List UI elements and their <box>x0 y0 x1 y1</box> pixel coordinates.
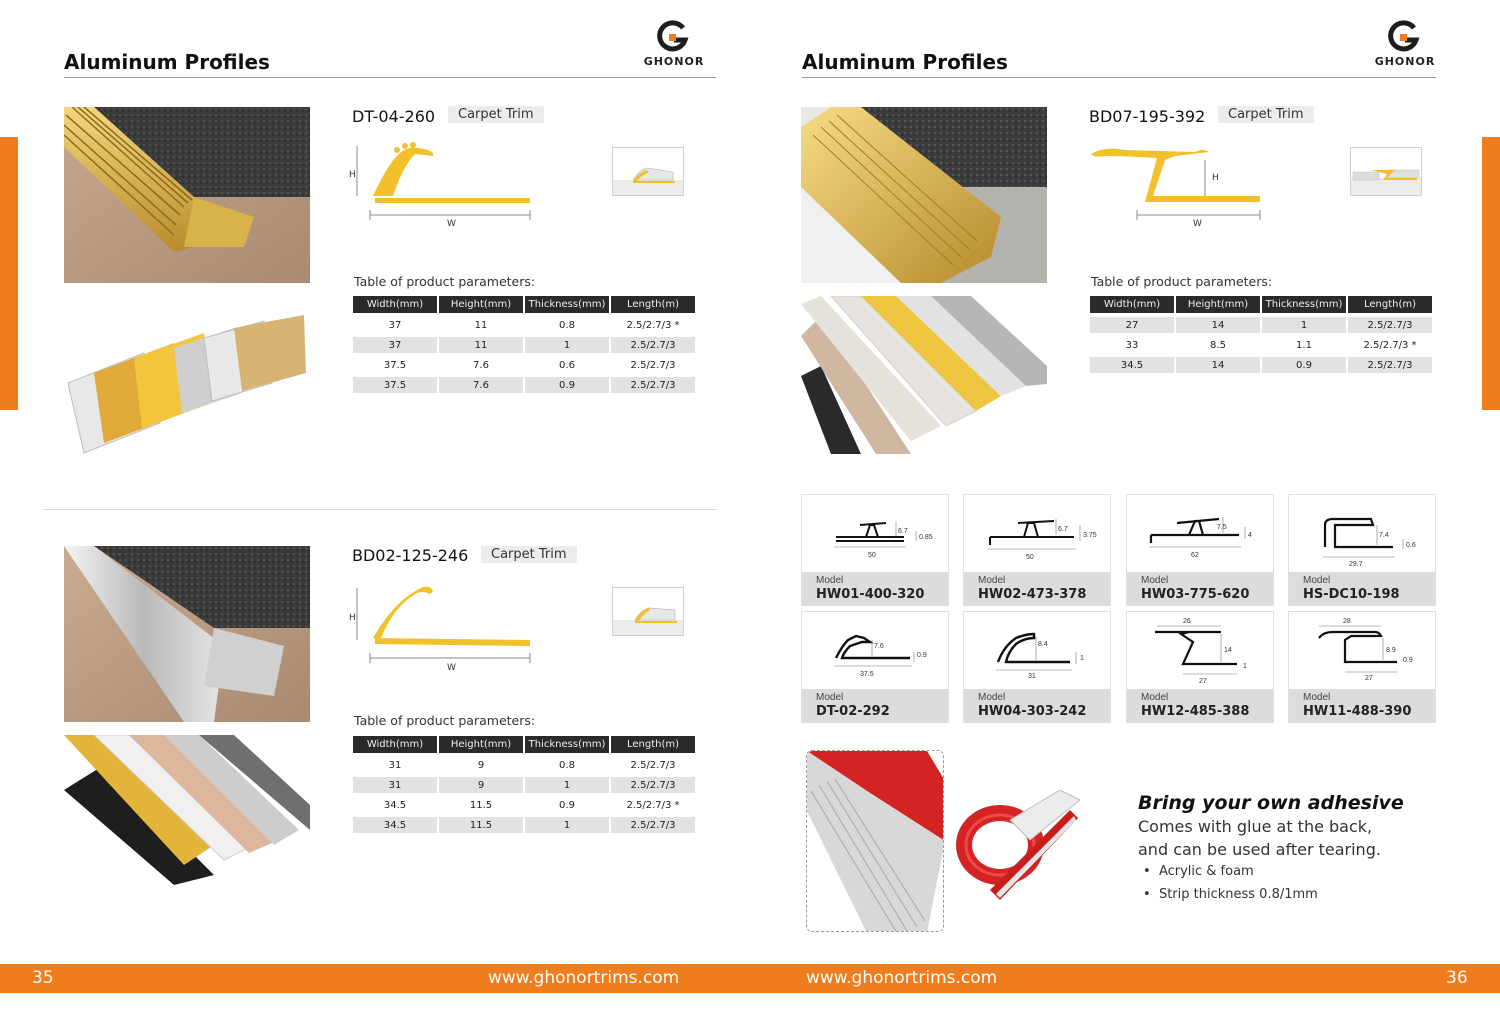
right-page-title: Aluminum Profiles <box>802 50 1008 74</box>
cell-length: 2.5/2.7/3 <box>1348 357 1432 373</box>
cell-height: 11 <box>439 337 523 353</box>
cell-thickness: 1 <box>525 777 609 793</box>
cell-height: 14 <box>1176 317 1260 333</box>
column-header-height: Height(mm) <box>439 736 523 753</box>
bd02-125-246-variants-photo <box>64 735 310 885</box>
model-card-dt-02-292 <box>801 611 949 723</box>
cell-height: 7.6 <box>473 359 489 371</box>
cell-height: 11.5 <box>469 799 493 811</box>
cell-length: 2.5/2.7/3 <box>1348 317 1432 333</box>
width-label: W <box>1193 219 1202 229</box>
column-header-length: Length(m) <box>611 736 695 753</box>
cell-length: 2.5/2.7/3 <box>630 759 676 771</box>
bullet-dot-icon: • <box>1143 864 1159 879</box>
right-website-link[interactable]: www.ghonortrims.com <box>806 968 998 988</box>
model-label: Model <box>1141 692 1169 703</box>
bd02-125-246-profile-diagram <box>345 580 545 675</box>
bd02-125-246-section-thumbnail <box>612 587 684 636</box>
dim-thickness: 0.9 <box>1403 657 1413 664</box>
cell-height: 11.5 <box>439 817 523 833</box>
left-website-link[interactable]: www.ghonortrims.com <box>488 968 680 988</box>
cell-height: 9 <box>439 777 523 793</box>
table-row <box>353 317 695 333</box>
cell-thickness: 0.9 <box>1262 357 1346 373</box>
cell-width: 31 <box>353 777 437 793</box>
column-header-width: Width(mm) <box>353 296 437 313</box>
column-header-height: Height(mm) <box>1176 296 1260 313</box>
dim-width-top: 26 <box>1183 618 1191 625</box>
cell-width: 37 <box>353 337 437 353</box>
params-label-bd02-125-246: Table of product parameters: <box>354 713 536 728</box>
model-code: HW01-400-320 <box>816 587 925 602</box>
dim-height: 8.4 <box>1038 641 1048 648</box>
dim-width: 27 <box>1199 678 1207 685</box>
column-header-width: Width(mm) <box>353 736 437 753</box>
cell-height: 14 <box>1176 357 1260 373</box>
cell-length: 2.5/2.7/3 <box>630 359 676 371</box>
table-row <box>353 337 695 353</box>
cell-width: 31 <box>388 759 402 771</box>
product-code-dt-04-260: DT-04-260 <box>352 107 436 126</box>
dim-width: 29.7 <box>1349 561 1363 568</box>
profile-sketch <box>1289 495 1437 575</box>
params-label-dt-04-260: Table of product parameters: <box>354 274 536 289</box>
cell-thickness: 0.6 <box>559 359 575 371</box>
model-code: HW04-303-242 <box>978 704 1087 719</box>
height-label: H <box>1212 173 1219 183</box>
params-label-bd07-195-392: Table of product parameters: <box>1091 274 1273 289</box>
dim-height: 8.9 <box>1386 647 1396 654</box>
model-label: Model <box>816 575 844 586</box>
dim-width-top: 28 <box>1343 618 1351 625</box>
right-logo <box>1365 20 1445 68</box>
cell-width: 37 <box>388 319 402 331</box>
product-code-bd07-195-392: BD07-195-392 <box>1089 107 1206 126</box>
profile-sketch <box>964 495 1112 575</box>
params-table-bd02-125-246 <box>351 732 697 837</box>
table-row <box>353 757 695 773</box>
profile-sketch <box>1127 495 1275 575</box>
table-row <box>353 797 695 813</box>
adhesive-strip-photo <box>806 750 944 932</box>
dim-height: 7.6 <box>874 643 884 650</box>
cell-length: 2.5/2.7/3 * <box>626 319 680 331</box>
logo-text: GHONOR <box>1374 55 1436 68</box>
dt-04-260-section-thumbnail <box>612 147 684 196</box>
model-card-hw02-473-378 <box>963 494 1111 606</box>
column-header-thickness: Thickness(mm) <box>525 296 609 313</box>
height-label: H <box>349 170 356 180</box>
width-label: W <box>447 219 456 229</box>
model-card-hw12-485-388 <box>1126 611 1274 723</box>
table-row <box>1090 317 1432 333</box>
adhesive-bullet <box>1143 864 1254 879</box>
section-divider <box>44 509 716 510</box>
product-tag-dt-04-260: Carpet Trim <box>448 106 544 123</box>
model-card-hw03-775-620 <box>1126 494 1274 606</box>
model-label: Model <box>1303 575 1331 586</box>
cell-thickness: 0.9 <box>525 377 609 393</box>
table-row <box>1090 337 1432 353</box>
dim-height: 14 <box>1224 647 1232 654</box>
dim-thickness: 0.6 <box>1406 542 1416 549</box>
dim-thickness: 4 <box>1248 532 1252 539</box>
dim-height: 7.5 <box>1217 524 1227 531</box>
product-tag-bd02-125-246: Carpet Trim <box>481 546 577 563</box>
model-card-hw01-400-320 <box>801 494 949 606</box>
product-code-bd02-125-246: BD02-125-246 <box>352 546 469 565</box>
bullet-text: Strip thickness 0.8/1mm <box>1158 887 1318 902</box>
profile-sketch <box>802 612 950 692</box>
model-label: Model <box>816 692 844 703</box>
dim-thickness: 3.75 <box>1083 532 1097 539</box>
model-label: Model <box>1141 575 1169 586</box>
cell-height: 9 <box>477 759 485 771</box>
column-header-thickness: Thickness(mm) <box>525 736 609 753</box>
dim-width: 62 <box>1191 552 1199 559</box>
left-logo <box>634 20 714 68</box>
table-row <box>1090 357 1432 373</box>
right-side-tab <box>1482 137 1500 410</box>
dim-height: 6.7 <box>1058 526 1068 533</box>
cell-length: 2.5/2.7/3 * <box>626 799 680 811</box>
ghonor-logo-icon <box>656 20 692 54</box>
cell-width: 37.5 <box>353 377 437 393</box>
dim-width: 37.5 <box>860 671 874 678</box>
table-row <box>353 377 695 393</box>
adhesive-title: Bring your own adhesive <box>1138 792 1404 814</box>
logo-text: GHONOR <box>643 55 705 68</box>
width-label: W <box>447 663 456 673</box>
cell-width: 34.5 <box>1090 357 1174 373</box>
model-label: Model <box>978 575 1006 586</box>
cell-length: 2.5/2.7/3 * <box>1363 339 1417 351</box>
cell-width: 34.5 <box>383 799 407 811</box>
column-header-length: Length(m) <box>1348 296 1432 313</box>
dim-height: 7.4 <box>1379 532 1389 539</box>
table-row <box>353 777 695 793</box>
cell-height: 8.5 <box>1210 339 1226 351</box>
bullet-dot-icon: • <box>1143 887 1159 902</box>
left-header-rule <box>64 77 716 78</box>
profile-sketch <box>802 495 950 575</box>
cell-length: 2.5/2.7/3 <box>611 817 695 833</box>
cell-thickness: 0.8 <box>559 759 575 771</box>
cell-width: 37.5 <box>383 359 407 371</box>
dt-04-260-install-photo <box>64 107 310 283</box>
cell-width: 27 <box>1090 317 1174 333</box>
cell-length: 2.5/2.7/3 <box>611 777 695 793</box>
footer-bar <box>0 964 1500 993</box>
dim-thickness: 1 <box>1243 663 1247 670</box>
left-page-title: Aluminum Profiles <box>64 50 270 74</box>
params-table-bd07-195-392 <box>1088 292 1434 377</box>
model-code: HS-DC10-198 <box>1303 587 1400 602</box>
cell-thickness: 1 <box>1262 317 1346 333</box>
profile-sketch <box>1127 612 1275 692</box>
dim-width: 50 <box>1026 554 1034 561</box>
dim-width: 50 <box>868 552 876 559</box>
bullet-text: Acrylic & foam <box>1158 864 1254 879</box>
bd07-195-392-variants-photo <box>801 296 1047 454</box>
product-tag-bd07-195-392: Carpet Trim <box>1218 106 1314 123</box>
cell-length: 2.5/2.7/3 <box>611 377 695 393</box>
cell-width: 34.5 <box>353 817 437 833</box>
column-header-thickness: Thickness(mm) <box>1262 296 1346 313</box>
bd02-125-246-install-photo <box>64 546 310 722</box>
height-label: H <box>349 613 356 623</box>
bd07-195-392-install-photo <box>801 107 1047 283</box>
dim-width: 27 <box>1365 675 1373 682</box>
model-card-hw11-488-390 <box>1288 611 1436 723</box>
model-code: HW11-488-390 <box>1303 704 1412 719</box>
profile-sketch <box>964 612 1112 692</box>
dim-thickness: 0.9 <box>917 652 927 659</box>
adhesive-line-1: Comes with glue at the back, <box>1138 817 1373 836</box>
model-card-hs-dc10-198 <box>1288 494 1436 606</box>
cell-thickness: 0.8 <box>559 319 575 331</box>
table-row <box>353 357 695 373</box>
model-code: HW03-775-620 <box>1141 587 1250 602</box>
left-page-number: 35 <box>32 968 54 988</box>
dim-thickness: 1 <box>1080 655 1084 662</box>
model-card-hw04-303-242 <box>963 611 1111 723</box>
left-side-tab <box>0 137 18 410</box>
model-code: HW12-485-388 <box>1141 704 1250 719</box>
column-header-width: Width(mm) <box>1090 296 1174 313</box>
model-code: DT-02-292 <box>816 704 890 719</box>
cell-width: 33 <box>1125 339 1139 351</box>
params-table-dt-04-260 <box>351 292 697 397</box>
table-row <box>353 817 695 833</box>
right-page-number: 36 <box>1446 968 1468 988</box>
column-header-height: Height(mm) <box>439 296 523 313</box>
dt-04-260-variants-photo <box>64 313 310 458</box>
adhesive-line-2: and can be used after tearing. <box>1138 840 1381 859</box>
cell-thickness: 0.9 <box>559 799 575 811</box>
cell-height: 11 <box>474 319 488 331</box>
ghonor-logo-icon <box>1387 20 1423 54</box>
adhesive-tape-roll-photo <box>950 790 1090 910</box>
model-label: Model <box>978 692 1006 703</box>
dim-height: 6.7 <box>898 528 908 535</box>
cell-thickness: 1 <box>525 337 609 353</box>
bd07-195-392-section-thumbnail <box>1350 147 1422 196</box>
dt-04-260-profile-diagram <box>345 140 545 230</box>
model-label: Model <box>1303 692 1331 703</box>
bd07-195-392-profile-diagram <box>1085 140 1275 235</box>
column-header-length: Length(m) <box>611 296 695 313</box>
cell-thickness: 1 <box>525 817 609 833</box>
dim-width: 31 <box>1028 673 1036 680</box>
adhesive-bullet <box>1143 887 1318 902</box>
dim-thickness: 0.85 <box>919 534 933 541</box>
cell-length: 2.5/2.7/3 <box>611 337 695 353</box>
model-code: HW02-473-378 <box>978 587 1087 602</box>
cell-thickness: 1.1 <box>1296 339 1312 351</box>
profile-sketch <box>1289 612 1437 692</box>
right-header-rule <box>802 77 1436 78</box>
cell-height: 7.6 <box>439 377 523 393</box>
